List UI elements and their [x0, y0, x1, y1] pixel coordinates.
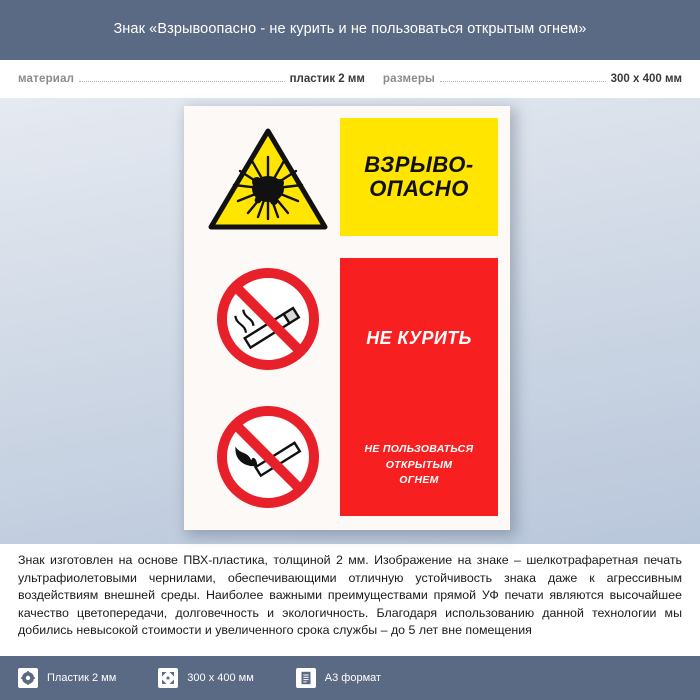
spec-size-value: 300 x 400 мм: [610, 73, 682, 85]
no-smoking-icon: [200, 260, 336, 378]
sign-preview-stage: [0, 98, 700, 544]
footer-item-size: [158, 668, 254, 688]
red-panel-line-1: НЕ ПОЛЬЗОВАТЬСЯ: [364, 443, 474, 456]
product-description: Знак изготовлен на основе ПВХ-пластика, толщиной 2 мм. Изображение на знаке – шелкотрафаретная печать ультрафиолетовыми чернилами, обеспечивающими отличную устойчивость знака даже к агрессивным воздействиям внешней среды. Наиболее важными преимуществами прямой УФ печати являются высочайшее качество цветопередачи, долговечность и экологичность. Благодаря использованию данной технологии мы добились невысокой стоимости и увеличенного срока службы – до 5 лет вне помещения: [18, 553, 682, 638]
gear-icon: [18, 668, 38, 688]
page-footer: [0, 656, 700, 700]
specs-row: [0, 60, 700, 98]
spec-size: [383, 73, 682, 85]
footer-item-format: [296, 668, 381, 688]
footer-size-label: 300 x 400 мм: [187, 672, 254, 684]
dot-leader: [79, 81, 284, 82]
resize-arrows-icon: [158, 668, 178, 688]
red-panel-main-text: НЕ КУРИТЬ: [366, 328, 472, 348]
red-text-panel: [340, 258, 498, 516]
dot-leader: [440, 81, 606, 82]
footer-item-material: [18, 668, 116, 688]
page-header: [0, 0, 700, 60]
footer-format-label: A3 формат: [324, 672, 382, 684]
red-panel-line-2: ОТКРЫТЫМ: [385, 458, 453, 471]
spec-material-label: материал: [18, 73, 75, 85]
document-icon: [296, 668, 316, 688]
red-panel-secondary-text: [340, 442, 498, 488]
yellow-text-panel: [340, 118, 498, 236]
spec-size-label: размеры: [382, 73, 436, 85]
yellow-panel-line-1: ВЗРЫВО-: [364, 152, 474, 178]
explosion-warning-triangle-icon: [200, 124, 336, 234]
yellow-panel-line-2: ОПАСНО: [369, 176, 469, 201]
footer-material-label: Пластик 2 мм: [47, 672, 117, 684]
spec-material: [18, 73, 365, 85]
no-open-flame-icon: [200, 398, 336, 516]
safety-sign: [184, 106, 510, 530]
page-title: Знак «Взрывоопасно - не курить и не пользоваться открытым огнем»: [113, 21, 587, 38]
spec-material-value: пластик 2 мм: [289, 73, 365, 85]
red-panel-line-3: ОГНЕМ: [399, 473, 439, 486]
